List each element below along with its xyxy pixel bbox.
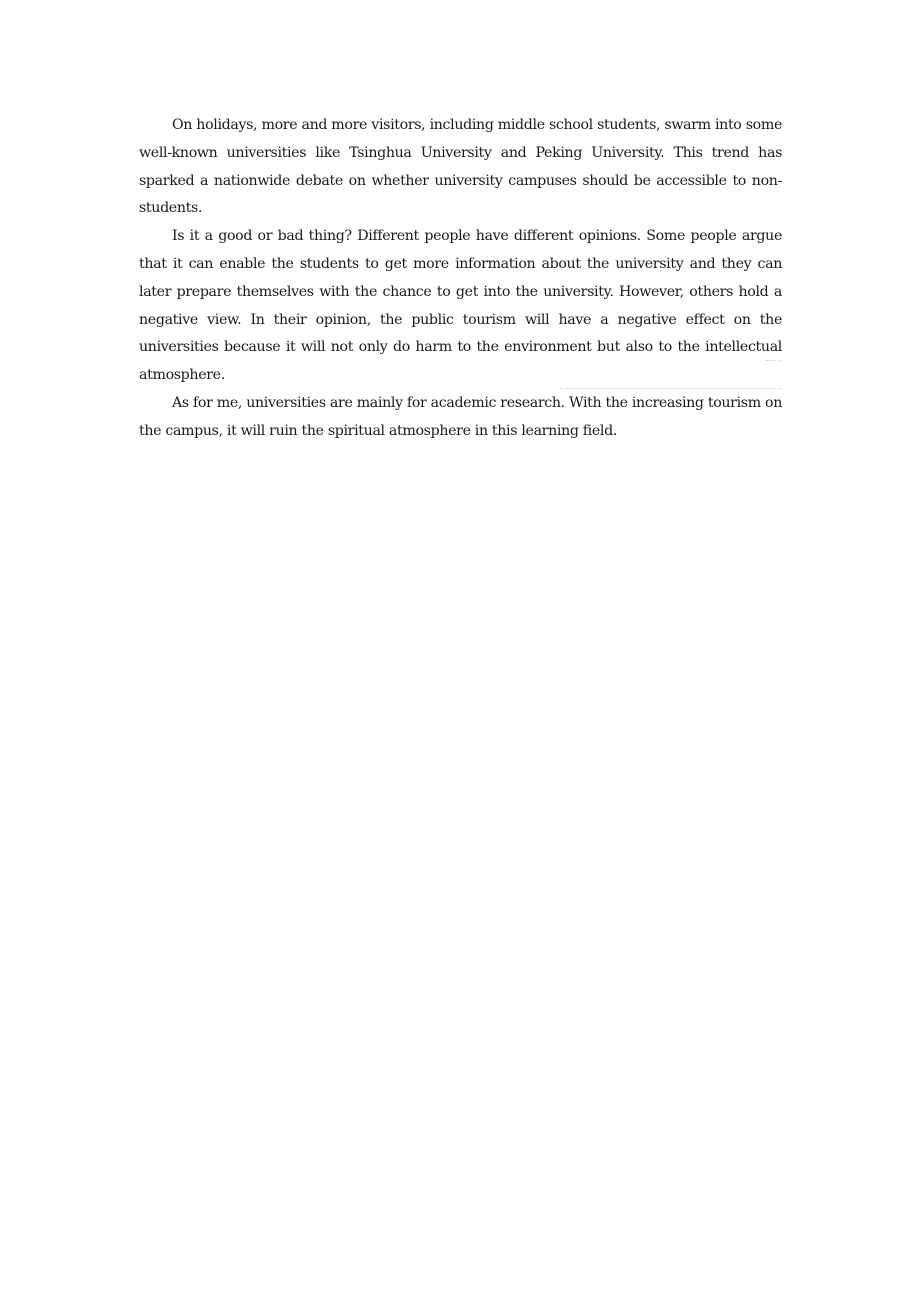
dotted-rule-lower bbox=[560, 388, 782, 389]
document-body bbox=[139, 112, 782, 446]
dotted-rule-upper bbox=[766, 360, 782, 361]
paragraph-2: Is it a good or bad thing? Different people have different opinions. Some people argue that it can enable the students to get more information about the university and they can later prepare themselves with the chance to get into the university. However, others hold a negative view. In their opinion, the public tourism will have a negative effect on the universities because it will not only do harm to the environment but also to the intellectual atmosphere. bbox=[139, 228, 782, 384]
paragraph-1: On holidays, more and more visitors, including middle school students, swarm into some well-known universities like Tsinghua University and Peking University. This trend has sparked a nationwide debate on whether university campuses should be accessible to non-students. bbox=[139, 117, 782, 217]
paragraph-3: As for me, universities are mainly for academic research. With the increasing tourism on the campus, it will ruin the spiritual atmosphere in this learning field. bbox=[139, 394, 782, 439]
